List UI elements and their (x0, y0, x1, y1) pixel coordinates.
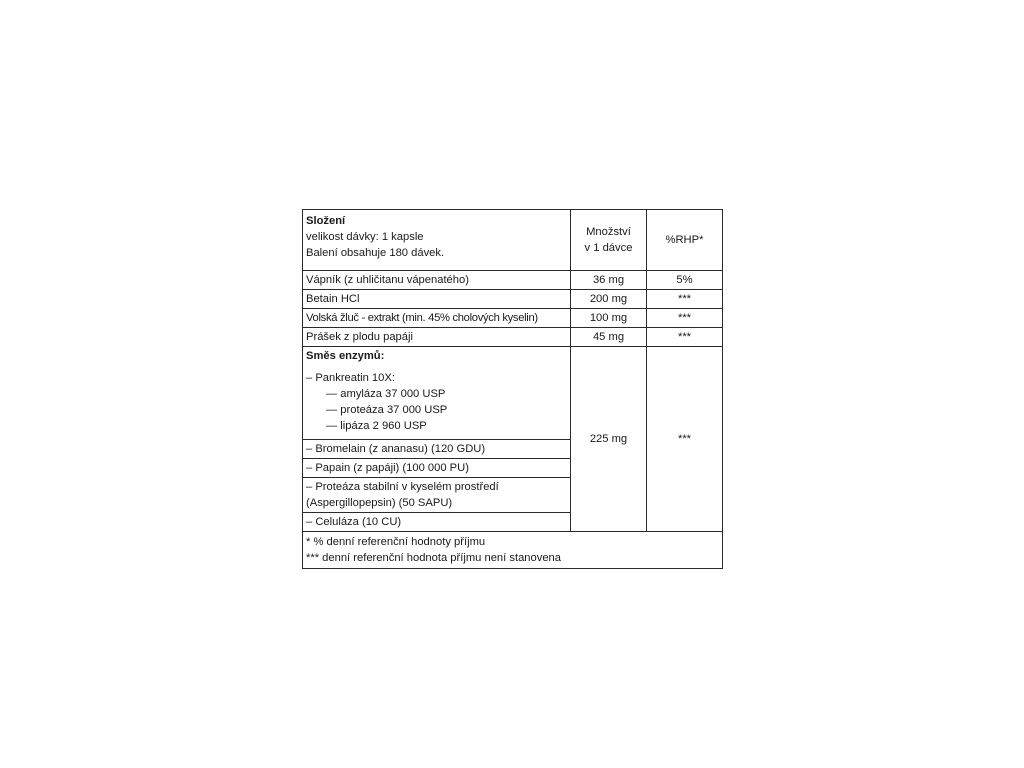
footnote-row (303, 532, 723, 569)
enzyme-blend-row (303, 347, 723, 440)
acid-protease-cell (303, 478, 571, 513)
bromelain-label: – Bromelain (z ananasu) (120 GDU) (303, 440, 571, 459)
acid-protease-line1: – Proteáza stabilní v kyselém prostředí (306, 481, 499, 493)
ingredient-name: Prášek z plodu papáji (303, 328, 571, 347)
enzyme-blend-rhp: *** (647, 347, 723, 532)
pancreatin-label: – Pankreatin 10X: (306, 372, 395, 384)
ingredient-rhp: *** (647, 328, 723, 347)
ingredient-rhp: *** (647, 309, 723, 328)
acid-protease-line2: (Aspergillopepsin) (50 SAPU) (306, 497, 453, 509)
ingredient-name: Vápník (z uhličitanu vápenatého) (303, 271, 571, 290)
composition-table (302, 209, 723, 569)
amylase-label: — amyláza 37 000 USP (326, 388, 446, 400)
ingredient-amount: 200 mg (571, 290, 647, 309)
cellulase-label: – Celuláza (10 CU) (303, 513, 571, 532)
footnote-rhp: * % denní referenční hodnoty příjmu (306, 536, 486, 548)
ingredient-amount: 100 mg (571, 309, 647, 328)
composition-table-wrapper (302, 209, 722, 569)
enzyme-blend-header-cell (303, 347, 571, 440)
table-header-row (303, 210, 723, 271)
enzyme-blend-amount: 225 mg (571, 347, 647, 532)
enzyme-blend-title: Směs enzymů: (306, 350, 385, 362)
lipase-label: — lipáza 2 960 USP (326, 420, 427, 432)
footnotes-cell (303, 532, 723, 569)
header-amount-cell (571, 210, 647, 271)
ingredient-amount: 45 mg (571, 328, 647, 347)
ingredient-amount: 36 mg (571, 271, 647, 290)
ingredient-name: Betain HCl (303, 290, 571, 309)
serving-size: velikost dávky: 1 kapsle (306, 231, 424, 243)
composition-title: Složení (306, 215, 346, 227)
papain-label: – Papain (z papáji) (100 000 PU) (303, 459, 571, 478)
ingredient-rhp: *** (647, 290, 723, 309)
ingredient-name: Volská žluč - extrakt (min. 45% cholových kyselin) (303, 309, 571, 328)
header-composition-cell (303, 210, 571, 271)
rhp-header: %RHP* (665, 234, 704, 246)
amount-header-line2: v 1 dávce (584, 242, 633, 254)
footnote-rhp-not-set: *** denní referenční hodnota příjmu není stanovena (306, 552, 562, 564)
amount-header-line1: Množství (586, 226, 631, 238)
table-row (303, 309, 723, 328)
ingredient-rhp: 5% (647, 271, 723, 290)
table-row (303, 290, 723, 309)
protease-label: — proteáza 37 000 USP (326, 404, 448, 416)
header-rhp-cell (647, 210, 723, 271)
table-row (303, 328, 723, 347)
package-info: Balení obsahuje 180 dávek. (306, 247, 445, 259)
table-row (303, 271, 723, 290)
